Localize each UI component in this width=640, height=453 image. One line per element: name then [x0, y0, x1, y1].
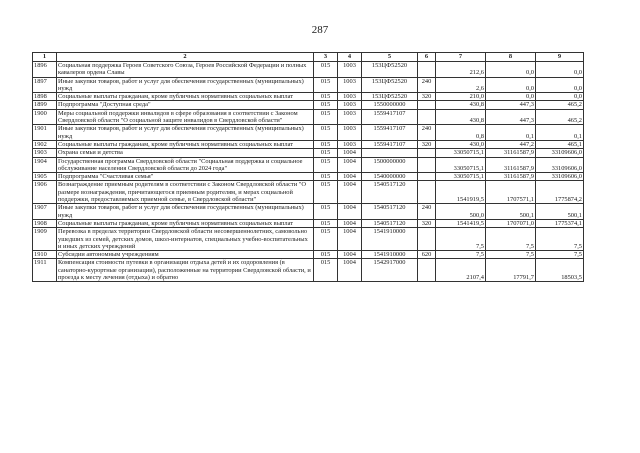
row-amount-1: 7,5	[436, 228, 486, 251]
row-amount-3: 0,0	[536, 77, 584, 93]
row-amount-3: 500,1	[536, 204, 584, 220]
row-expense-type	[418, 101, 436, 109]
row-name: Иные закупки товаров, работ и услуг для обеспечения государственных (муниципальных) нужд	[57, 77, 314, 93]
row-ministry-code: 015	[314, 259, 338, 282]
row-number: 1909	[33, 228, 57, 251]
row-amount-1: 33050715,1	[436, 149, 486, 157]
row-ministry-code: 015	[314, 125, 338, 141]
row-amount-3: 7,5	[536, 228, 584, 251]
row-name: Меры социальной поддержки инвалидов в сфере образования в соответствии с Законом Свердловской области "О социальной защите инвалидов в Свердловской области"	[57, 109, 314, 125]
row-amount-3: 33109606,0	[536, 173, 584, 181]
row-name: Государственная программа Свердловской области "Социальная поддержка и социальное обслуживание населения Свердловской области до 2024 года"	[57, 157, 314, 173]
row-amount-2: 447,3	[486, 101, 536, 109]
row-number: 1903	[33, 149, 57, 157]
table-row	[33, 62, 584, 78]
column-header: 8	[486, 53, 536, 62]
row-amount-2: 31161587,9	[486, 173, 536, 181]
row-amount-3: 0,1	[536, 125, 584, 141]
row-expense-type	[418, 157, 436, 173]
row-expense-type: 240	[418, 77, 436, 93]
row-amount-3: 1775874,2	[536, 181, 584, 204]
table-row	[33, 125, 584, 141]
row-number: 1900	[33, 109, 57, 125]
row-amount-3: 0,0	[536, 93, 584, 101]
column-header: 9	[536, 53, 584, 62]
row-expense-type: 320	[418, 219, 436, 227]
row-target-code: 1540517120	[362, 219, 418, 227]
row-target-code: 1559417107	[362, 109, 418, 125]
row-expense-type	[418, 62, 436, 78]
row-amount-1: 7,5	[436, 251, 486, 259]
row-expense-type	[418, 181, 436, 204]
row-target-code: 1542917000	[362, 259, 418, 282]
table-row	[33, 157, 584, 173]
row-target-code: 1540000000	[362, 173, 418, 181]
row-expense-type	[418, 173, 436, 181]
table-row	[33, 93, 584, 101]
row-section-code: 1004	[338, 173, 362, 181]
row-amount-1: 212,6	[436, 62, 486, 78]
row-name: Охрана семьи и детства	[57, 149, 314, 157]
row-target-code	[362, 149, 418, 157]
row-name: Вознаграждение приемным родителям в соответствии с Законом Свердловской области "О размере вознаграждения, причитающегося приемным родителям, и мерах социальной поддержки, предоставляемых приемной семье, в Свердловской области"	[57, 181, 314, 204]
row-name: Субсидии автономным учреждениям	[57, 251, 314, 259]
column-header: 2	[57, 53, 314, 62]
table-row	[33, 228, 584, 251]
row-target-code: 153ЦФ52520	[362, 77, 418, 93]
row-number: 1902	[33, 140, 57, 148]
row-ministry-code: 015	[314, 109, 338, 125]
row-name: Иные закупки товаров, работ и услуг для обеспечения государственных (муниципальных) нужд	[57, 204, 314, 220]
row-name: Иные закупки товаров, работ и услуг для обеспечения государственных (муниципальных) нужд	[57, 125, 314, 141]
column-header: 7	[436, 53, 486, 62]
row-number: 1897	[33, 77, 57, 93]
row-amount-1: 430,0	[436, 140, 486, 148]
row-amount-2: 447,2	[486, 140, 536, 148]
row-amount-3: 465,1	[536, 140, 584, 148]
row-section-code: 1003	[338, 140, 362, 148]
row-amount-3: 33109606,0	[536, 157, 584, 173]
row-ministry-code: 015	[314, 101, 338, 109]
row-number: 1896	[33, 62, 57, 78]
row-expense-type: 620	[418, 251, 436, 259]
row-name: Социальная поддержка Героев Советского Союза, Героев Российской Федерации и полных кавалеров ордена Славы	[57, 62, 314, 78]
row-amount-2: 7,5	[486, 251, 536, 259]
page-number: 287	[311, 24, 329, 36]
row-expense-type: 240	[418, 125, 436, 141]
table-row	[33, 149, 584, 157]
row-number: 1901	[33, 125, 57, 141]
row-amount-2: 0,0	[486, 93, 536, 101]
row-amount-3: 18503,5	[536, 259, 584, 282]
row-amount-1: 430,8	[436, 109, 486, 125]
row-amount-2: 0,1	[486, 125, 536, 141]
table-row	[33, 77, 584, 93]
row-amount-2: 1707071,0	[486, 219, 536, 227]
row-ministry-code: 015	[314, 251, 338, 259]
row-amount-1: 2,6	[436, 77, 486, 93]
table-row	[33, 109, 584, 125]
row-section-code: 1004	[338, 219, 362, 227]
row-section-code: 1004	[338, 157, 362, 173]
row-amount-2: 447,3	[486, 109, 536, 125]
table-row	[33, 219, 584, 227]
row-ministry-code: 015	[314, 219, 338, 227]
column-header: 3	[314, 53, 338, 62]
row-amount-1: 1541419,5	[436, 219, 486, 227]
row-ministry-code: 015	[314, 77, 338, 93]
row-ministry-code: 015	[314, 140, 338, 148]
row-section-code: 1004	[338, 149, 362, 157]
column-header: 4	[338, 53, 362, 62]
row-section-code: 1003	[338, 93, 362, 101]
row-section-code: 1004	[338, 204, 362, 220]
row-target-code: 1541910000	[362, 251, 418, 259]
table-header-row	[33, 53, 584, 62]
row-ministry-code: 015	[314, 62, 338, 78]
row-amount-1: 500,0	[436, 204, 486, 220]
row-expense-type: 320	[418, 93, 436, 101]
table-row	[33, 259, 584, 282]
row-target-code: 153ЦФ52520	[362, 93, 418, 101]
row-amount-1: 33050715,1	[436, 173, 486, 181]
row-ministry-code: 015	[314, 204, 338, 220]
table-row	[33, 204, 584, 220]
row-amount-2: 0,0	[486, 62, 536, 78]
table-row	[33, 181, 584, 204]
row-amount-3: 0,0	[536, 62, 584, 78]
row-section-code: 1004	[338, 228, 362, 251]
row-section-code: 1004	[338, 251, 362, 259]
row-section-code: 1003	[338, 109, 362, 125]
row-number: 1907	[33, 204, 57, 220]
row-target-code: 1541910000	[362, 228, 418, 251]
column-header: 1	[33, 53, 57, 62]
row-amount-3: 1775374,1	[536, 219, 584, 227]
row-number: 1904	[33, 157, 57, 173]
row-target-code: 1559417107	[362, 140, 418, 148]
row-section-code: 1003	[338, 77, 362, 93]
row-name: Компенсация стоимости путевки в организации отдыха детей и их оздоровления (в санаторно-курортные организации), расположенные на территории Свердловской области, и проезда к месту лечения (отдыха) и обратно	[57, 259, 314, 282]
row-number: 1908	[33, 219, 57, 227]
row-ministry-code: 015	[314, 181, 338, 204]
row-number: 1905	[33, 173, 57, 181]
row-section-code: 1003	[338, 125, 362, 141]
row-amount-2: 500,1	[486, 204, 536, 220]
column-header: 5	[362, 53, 418, 62]
row-amount-2: 0,0	[486, 77, 536, 93]
column-header: 6	[418, 53, 436, 62]
row-number: 1911	[33, 259, 57, 282]
row-expense-type	[418, 149, 436, 157]
row-number: 1898	[33, 93, 57, 101]
row-number: 1899	[33, 101, 57, 109]
row-amount-3: 33109606,0	[536, 149, 584, 157]
row-expense-type	[418, 259, 436, 282]
row-amount-1: 0,8	[436, 125, 486, 141]
row-amount-3: 465,2	[536, 109, 584, 125]
row-amount-1: 210,0	[436, 93, 486, 101]
row-name: Социальные выплаты гражданам, кроме публичных нормативных социальных выплат	[57, 93, 314, 101]
row-ministry-code: 015	[314, 157, 338, 173]
row-number: 1910	[33, 251, 57, 259]
row-name: Подпрограмма "Доступная среда"	[57, 101, 314, 109]
row-section-code: 1003	[338, 62, 362, 78]
row-target-code: 1540517120	[362, 181, 418, 204]
row-amount-1: 2107,4	[436, 259, 486, 282]
row-expense-type	[418, 109, 436, 125]
row-expense-type	[418, 228, 436, 251]
budget-table	[32, 52, 584, 282]
row-target-code: 1500000000	[362, 157, 418, 173]
row-section-code: 1003	[338, 101, 362, 109]
row-amount-1: 33050715,1	[436, 157, 486, 173]
row-amount-3: 465,2	[536, 101, 584, 109]
row-amount-2: 1707571,1	[486, 181, 536, 204]
row-ministry-code: 015	[314, 228, 338, 251]
row-target-code: 1540517120	[362, 204, 418, 220]
row-name: Социальные выплаты гражданам, кроме публичных нормативных социальных выплат	[57, 140, 314, 148]
row-amount-2: 7,5	[486, 228, 536, 251]
row-expense-type: 320	[418, 140, 436, 148]
row-amount-2: 31161587,9	[486, 149, 536, 157]
row-amount-3: 7,5	[536, 251, 584, 259]
table-row	[33, 173, 584, 181]
row-ministry-code: 015	[314, 173, 338, 181]
row-target-code: 1559417107	[362, 125, 418, 141]
row-amount-2: 31161587,9	[486, 157, 536, 173]
row-ministry-code: 015	[314, 93, 338, 101]
row-amount-1: 1541919,5	[436, 181, 486, 204]
row-section-code: 1004	[338, 181, 362, 204]
row-number: 1906	[33, 181, 57, 204]
row-amount-1: 430,8	[436, 101, 486, 109]
table-row	[33, 101, 584, 109]
row-section-code: 1004	[338, 259, 362, 282]
row-name: Перевозка в пределах территории Свердловской области несовершеннолетних, самовольно ушедших из семей, детских домов, школ-интернатов, специальных учебно-воспитательных и иных детских учреждений	[57, 228, 314, 251]
row-name: Социальные выплаты гражданам, кроме публичных нормативных социальных выплат	[57, 219, 314, 227]
row-amount-2: 17791,7	[486, 259, 536, 282]
row-ministry-code: 015	[314, 149, 338, 157]
table-row	[33, 251, 584, 259]
table-row	[33, 140, 584, 148]
row-target-code: 153ЦФ52520	[362, 62, 418, 78]
row-target-code: 1550000000	[362, 101, 418, 109]
row-name: Подпрограмма "Счастливая семья"	[57, 173, 314, 181]
row-expense-type: 240	[418, 204, 436, 220]
